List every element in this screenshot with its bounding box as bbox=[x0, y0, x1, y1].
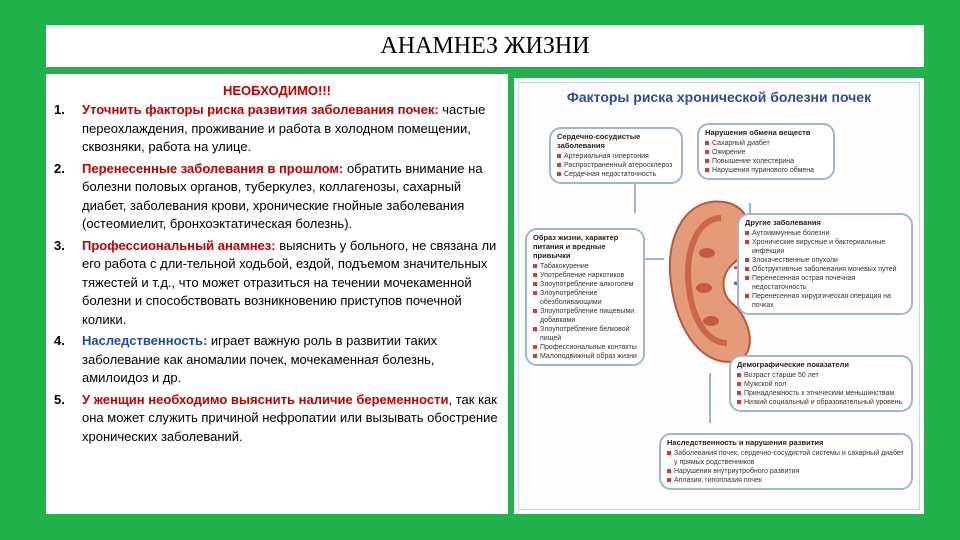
box-heading: Другие заболевания bbox=[745, 218, 821, 227]
item-lead: Перенесенные заболевания в прошлом: bbox=[82, 160, 344, 176]
box-item: Нарушения пуринового обмена bbox=[705, 166, 827, 175]
box-item: Принадлежность к этническим меньшинствам bbox=[737, 389, 905, 398]
box-heading: Нарушения обмена веществ bbox=[705, 128, 811, 137]
box-item: Профессиональные контакты bbox=[533, 343, 637, 352]
item-number: 1. bbox=[54, 102, 65, 117]
item-text: обратить внимание на болезни половых органов, туберкулез, коллагенозы, сахарный диабет, заболевания крови, хронические гнойные заболевания (остеомиелит, бронхоэктатическая болезнь). bbox=[82, 160, 483, 231]
box-item: Заболевания почек, сердечно-сосудистой системы и сахарный диабет у прямых родственников bbox=[667, 449, 905, 467]
box-item: Сахарный диабет bbox=[705, 139, 827, 148]
box-item: Хронические вирусные и бактериальные инфекции bbox=[745, 238, 905, 256]
item-number: 5. bbox=[54, 391, 65, 407]
box-item: Употребление наркотиков bbox=[533, 271, 637, 280]
item-text: выяснить у больного, не связана ли его работа с дли-тельной ходьбой, ездой, подъемом значительных тяжестей и т.д., что может отразиться на течении мочекаменной болезни и способствовать возникновению приступов почечной колики. bbox=[82, 237, 497, 327]
box-item: Злоупотребление обезболивающими bbox=[533, 289, 637, 307]
item-text: частые переохлаждения, проживание и работа в холодном помещении, сквозняки, работа на улице. bbox=[82, 102, 486, 154]
box-item: Артериальная гипертония bbox=[557, 152, 675, 161]
list-item bbox=[54, 101, 500, 157]
box-heading: Наследственность и нарушения развития bbox=[667, 438, 824, 447]
box-heading: Образ жизни, характер питания и вредные привычки bbox=[533, 233, 619, 260]
box-item: Злокачественные опухоли bbox=[745, 256, 905, 265]
box-item: Повышение холестерина bbox=[705, 157, 827, 166]
text-panel bbox=[46, 74, 508, 514]
other-diseases-box bbox=[737, 213, 913, 315]
requirements-list bbox=[54, 101, 500, 449]
box-item: Низкий социальный и образовательный уровень bbox=[737, 398, 905, 407]
item-text: , так как она может служить причиной нефропатии или вызывать обострение хронических заболеваний. bbox=[82, 391, 498, 444]
lifestyle-factors-box bbox=[525, 228, 645, 366]
box-item: Нарушения внутриутробного развития bbox=[667, 467, 905, 476]
item-lead: Наследственность: bbox=[82, 333, 208, 348]
box-item: Распространенный атеросклероз bbox=[557, 161, 675, 170]
box-item: Обструктивные заболевания мочевых путей bbox=[745, 265, 905, 274]
box-item: Сердечная недостаточность bbox=[557, 170, 675, 179]
figure-panel bbox=[514, 78, 924, 514]
box-item: Малоподвижный образ жизни bbox=[533, 352, 637, 361]
heredity-factors-box bbox=[659, 433, 913, 490]
item-number: 2. bbox=[54, 160, 65, 176]
cardio-factors-box bbox=[549, 127, 683, 184]
box-item: Аплазия, гипоплазия почек bbox=[667, 476, 905, 485]
box-item: Перенесенная хирургическая операция на почках bbox=[745, 292, 905, 310]
box-item: Злоупотребление белковой пищей bbox=[533, 325, 637, 343]
box-item: Возраст старше 50 лет bbox=[737, 371, 905, 380]
box-item: Мужской пол bbox=[737, 380, 905, 389]
list-item bbox=[54, 237, 500, 330]
connector-line bbox=[709, 373, 711, 423]
slide-title: АНАМНЕЗ ЖИЗНИ bbox=[380, 33, 590, 59]
box-item: Аутоиммунные болезни bbox=[745, 229, 905, 238]
title-panel bbox=[46, 25, 924, 67]
item-lead: У женщин необходимо выяснить наличие беременности bbox=[82, 391, 449, 407]
box-item: Злоупотребление алкоголем bbox=[533, 280, 637, 289]
item-number: 3. bbox=[54, 237, 65, 253]
box-item: Ожирение bbox=[705, 148, 827, 157]
demographic-factors-box bbox=[729, 355, 913, 412]
risk-factors-figure bbox=[518, 82, 920, 510]
note-heading: НЕОБХОДИМО!!! bbox=[223, 83, 331, 98]
item-lead: Уточнить факторы риска развития заболевания почек: bbox=[82, 102, 439, 117]
box-heading: Демографические показатели bbox=[737, 360, 849, 369]
list-item bbox=[54, 160, 500, 234]
list-item bbox=[54, 391, 500, 447]
box-item: Перенесенная острая почечная недостаточность bbox=[745, 274, 905, 292]
box-heading: Сердечно-сосудистые заболевания bbox=[557, 132, 641, 150]
box-item: Злоупотребление пищевыми добавками bbox=[533, 307, 637, 325]
item-number: 4. bbox=[54, 333, 65, 348]
item-text: играет важную роль в развитии таких заболевание как аномалии почек, мочекаменная болезнь, амилоидоз и др. bbox=[82, 333, 438, 385]
item-lead: Профессиональный анамнез: bbox=[82, 237, 276, 253]
figure-title: Факторы риска хронической болезни почек bbox=[566, 89, 872, 105]
list-item bbox=[54, 332, 500, 388]
box-item: Табакокурение bbox=[533, 262, 637, 271]
metabolic-factors-box bbox=[697, 123, 835, 180]
